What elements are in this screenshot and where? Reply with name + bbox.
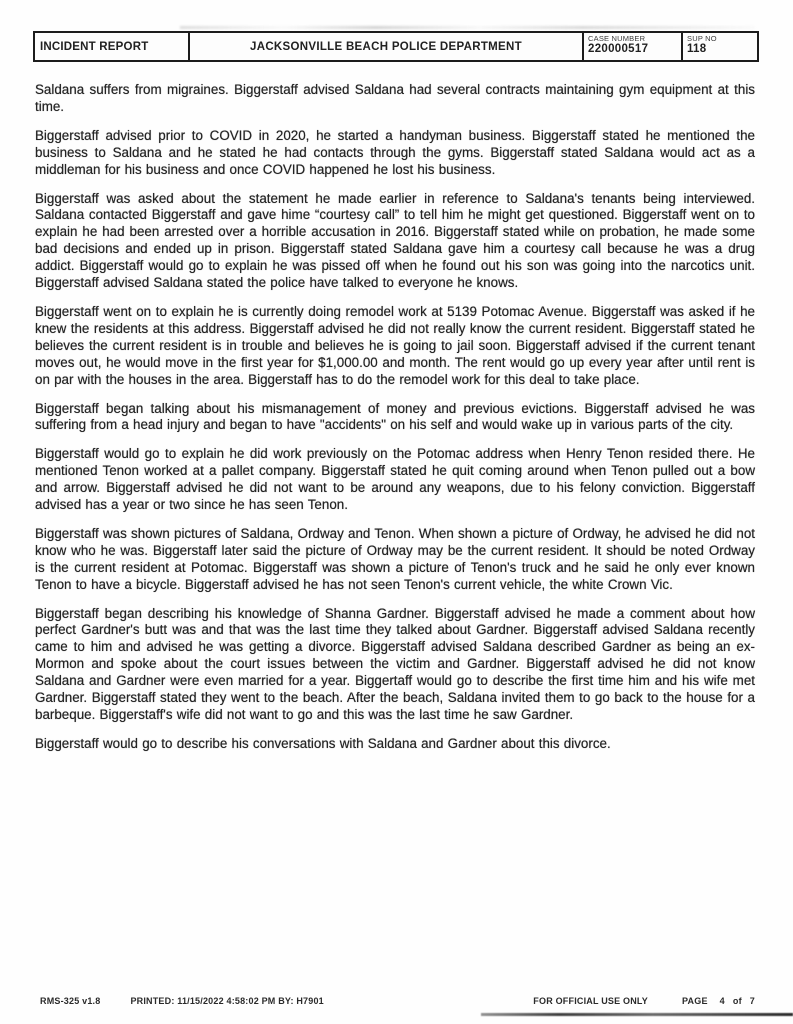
department-name: JACKSONVILLE BEACH POLICE DEPARTMENT [190, 33, 584, 60]
report-footer [40, 996, 755, 1006]
narrative-paragraph: Biggerstaff would go to describe his conversations with Saldana and Gardner about this divorce. [35, 735, 611, 751]
narrative-paragraph: Biggerstaff went on to explain he is currently doing remodel work at 5139 Potomac Avenue. Biggerstaff was asked if he knew the residents at this address. Biggerstaff advised he did not really know the current resident. Biggerstaff stated he believes the current resident is in trouble and believes he is going to jail soon. Biggerstaff advised if the current tenant moves out, he would move in the first year for $1,000.00 and month. The rent would go up every year after until rent is on par with the houses in the area. Biggerstaff has to do the remodel work for this deal to take place. [35, 303, 755, 387]
report-type-title: INCIDENT REPORT [35, 33, 190, 60]
footer-right-group [533, 996, 755, 1006]
case-number-label: CASE NUMBER [588, 34, 646, 43]
page-total-number: 7 [749, 996, 755, 1006]
narrative-paragraph: Biggerstaff began talking about his mismanagement of money and previous evictions. Biggerstaff advised he was suffering from a head injury and began to have "accidents" on his self and would wake up in various parts of the city. [35, 400, 755, 433]
case-number-value: 220000517 [588, 43, 649, 55]
page-indicator [682, 996, 755, 1006]
report-narrative [35, 82, 755, 765]
footer-left-group [40, 996, 324, 1006]
sup-no-value: 118 [687, 43, 707, 55]
classification-label: FOR OFFICIAL USE ONLY [533, 996, 649, 1006]
scan-noise-artifact [180, 26, 755, 29]
page-current-number: 4 [719, 996, 725, 1006]
narrative-paragraph: Biggerstaff advised prior to COVID in 2020, he started a handyman business. Biggerstaff stated he mentioned the business to Saldana and he stated he had contacts through the gyms. Biggerstaff stated Saldana would act as a middleman for his business and once COVID happened he lost his business. [35, 127, 755, 177]
narrative-paragraph: Saldana suffers from migraines. Biggerstaff advised Saldana had several contracts maintaining gym equipment at this time. [35, 82, 755, 114]
report-header-table [33, 31, 759, 62]
case-number-cell [584, 33, 683, 60]
narrative-paragraph: Biggerstaff was asked about the statement he made earlier in reference to Saldana's tenants being interviewed. Saldana contacted Biggerstaff and gave hime “courtesy call” to tell him he might get questioned. Biggerstaff went on to explain he had been arrested over a horrible accusation in 2016. Biggerstaff stated while on probation, he made some bad decisions and ended up in prison. Biggerstaff stated Saldana gave him a courtesy call because he was a drug addict. Biggerstaff would go to explain he was pissed off when he found out his son was going into the narcotics unit. Biggerstaff advised Saldana stated the police have talked to everyone he knows. [35, 190, 755, 291]
scan-edge-artifact [481, 1013, 793, 1016]
page-label: PAGE [682, 996, 708, 1006]
form-version: RMS-325 v1.8 [40, 996, 101, 1006]
narrative-paragraph: Biggerstaff was shown pictures of Saldana, Ordway and Tenon. When shown a picture of Ordway, he advised he did not know who he was. Biggerstaff later said the picture of Ordway may be the current resident. It should be noted Ordway is the current resident at Potomac. Biggerstaff was shown a picture of Tenon's truck and he said he only ever known Tenon to have a bicycle. Biggerstaff advised he has not seen Tenon's current vehicle, the white Crown Vic. [35, 525, 755, 592]
page-of-text: of [732, 996, 742, 1006]
printed-stamp: PRINTED: 11/15/2022 4:58:02 PM BY: H7901 [130, 996, 324, 1006]
narrative-paragraph: Biggerstaff would go to explain he did work previously on the Potomac address when Henry Tenon resided there. He mentioned Tenon worked at a pallet company. Biggerstaff stated he quit coming around when Tenon pulled out a bow and arrow. Biggerstaff advised he did not want to be around any weapons, due to his felony conviction. Biggerstaff advised has a year or two since he has seen Tenon. [35, 446, 755, 513]
sup-no-label: SUP NO [687, 34, 717, 43]
sup-no-cell [683, 33, 757, 60]
narrative-paragraph: Biggerstaff began describing his knowledge of Shanna Gardner. Biggerstaff advised he made a comment about how perfect Gardner's butt was and that was the last time they talked about Gardner. Biggerstaff advised Saldana recently came to him and advised he was getting a divorce. Biggerstaff advised Saldana described Gardner as being an ex-Mormon and spoke about the court issues between the victim and Gardner. Biggerstaff advised he did not know Saldana and Gardner were even married for a year. Biggertaff would go to describe the first time him and his wife met Gardner. Biggerstaff stated they went to the beach. After the beach, Saldana invited them to go back to the house for a barbeque. Biggerstaff's wife did not want to go and this was the last time he saw Gardner. [35, 605, 755, 722]
